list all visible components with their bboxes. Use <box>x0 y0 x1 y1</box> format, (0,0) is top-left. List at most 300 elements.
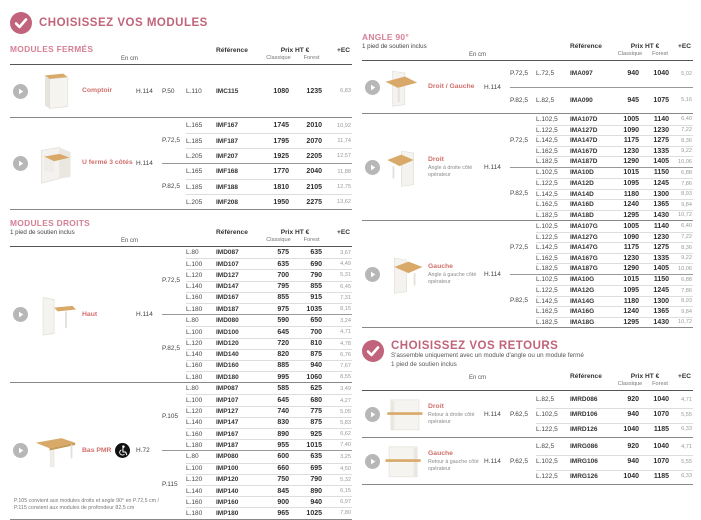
table-row <box>186 84 352 99</box>
product-row <box>362 391 693 438</box>
price-classique-cell: 940 <box>627 411 639 419</box>
eco-tax-cell: 10,06 <box>678 265 692 272</box>
price-forest-cell: 1185 <box>653 425 669 433</box>
price-forest-cell: 625 <box>310 385 322 393</box>
product-info <box>10 118 162 209</box>
price-forest-cell: 1070 <box>653 411 669 419</box>
eco-tax-cell: 7,80 <box>340 510 351 517</box>
table-modules-droits <box>10 218 352 520</box>
length-cell: L.102,5 <box>536 411 558 419</box>
product-name: Gauche <box>428 262 453 270</box>
price-forest-cell: 1150 <box>653 169 669 177</box>
price-forest-cell: 1070 <box>653 458 669 466</box>
price-forest-cell: 1405 <box>653 265 669 273</box>
retour-gauche-thumbnail <box>382 439 426 483</box>
eco-tax-cell: 5,32 <box>340 476 351 483</box>
table-angle-90 <box>362 32 693 328</box>
eco-tax-cell: 3,67 <box>340 249 351 256</box>
table-row <box>186 507 352 518</box>
table-row <box>186 383 352 394</box>
price-classique-cell: 1080 <box>273 87 289 95</box>
price-forest-cell: 2010 <box>306 122 322 129</box>
section-title: ANGLE 90° <box>362 32 410 42</box>
price-classique-cell: 1295 <box>623 211 639 219</box>
eco-tax-cell: 7,22 <box>681 127 692 134</box>
reference-cell: IMA167D <box>570 147 598 155</box>
length-cell: L.122,5 <box>536 233 558 241</box>
section-subtitle: 1 pied de soutien inclus <box>362 43 427 50</box>
reference-cell: IMA127D <box>570 126 598 134</box>
depth-group <box>510 87 693 114</box>
play-button[interactable] <box>10 307 30 322</box>
price-forest-cell: 855 <box>310 283 322 291</box>
reference-cell: IMA12G <box>570 287 595 295</box>
table-row <box>536 69 693 80</box>
play-button[interactable] <box>10 84 30 99</box>
depth-label: P.50 <box>162 87 175 95</box>
eco-tax-cell: 7,40 <box>340 442 351 449</box>
depth-label: P.115 <box>162 481 178 489</box>
reference-cell: IMD167 <box>216 294 239 302</box>
price-classique-cell: 1090 <box>623 233 639 241</box>
price-classique-cell: 1040 <box>623 472 639 480</box>
unit-label: En cm <box>120 238 138 244</box>
price-forest-cell: 2275 <box>306 198 322 206</box>
col-header-reference: Référence <box>216 228 248 236</box>
table-row <box>186 247 352 258</box>
column-headers <box>510 373 693 388</box>
table-header <box>362 32 693 61</box>
col-header-ec: +EC <box>677 42 691 50</box>
product-row <box>362 61 693 114</box>
table-row <box>186 148 352 163</box>
depth-group <box>510 221 693 274</box>
table-row <box>536 156 693 167</box>
length-cell: L.120 <box>186 476 203 484</box>
table-title-zone <box>362 32 510 58</box>
length-cell: L.122,5 <box>536 425 558 433</box>
eco-tax-cell: 5,55 <box>681 411 692 418</box>
left-tables-container <box>10 44 352 520</box>
table-row <box>186 338 352 349</box>
length-cell: L.122,5 <box>536 472 558 480</box>
table-row <box>186 164 352 179</box>
play-button[interactable] <box>10 156 30 171</box>
reference-cell: IMD160 <box>216 362 239 370</box>
checkmark-icon <box>362 340 384 362</box>
price-forest-cell: 695 <box>310 465 322 473</box>
unit-label: En cm <box>120 56 138 62</box>
eco-tax-cell: 4,71 <box>681 443 692 450</box>
col-header-price: Prix HT € <box>630 42 660 50</box>
length-cell: L.120 <box>186 340 203 348</box>
table-row <box>536 440 693 453</box>
price-classique-cell: 885 <box>277 362 289 370</box>
table-row <box>186 451 352 462</box>
col-header-classique: Classique <box>617 51 643 58</box>
reference-cell: IMD127 <box>216 271 239 279</box>
reference-cell: IMP180 <box>216 509 239 517</box>
banner-modules <box>10 12 352 34</box>
price-classique-cell: 940 <box>627 70 639 78</box>
price-classique-cell: 590 <box>277 317 289 325</box>
table-row <box>536 408 693 421</box>
table-row <box>536 125 693 136</box>
price-forest-cell: 650 <box>310 317 322 325</box>
table-row <box>536 455 693 468</box>
length-cell: L.142,5 <box>536 190 558 198</box>
price-forest-cell: 690 <box>310 260 322 268</box>
column-headers <box>510 32 693 58</box>
depth-label: P.82,5 <box>510 96 528 104</box>
table-title-zone <box>10 44 162 62</box>
table-row <box>186 360 352 371</box>
section-subtitle: 1 pied de soutien inclus <box>10 229 75 236</box>
table-row <box>536 296 693 307</box>
length-cell: L.205 <box>186 198 203 206</box>
height-label: H.114 <box>484 270 501 278</box>
table-row <box>536 317 693 328</box>
reference-cell: IMRG126 <box>570 472 598 480</box>
reference-cell: IMRG086 <box>570 443 598 451</box>
price-forest-cell: 1140 <box>653 222 669 230</box>
length-cell: L.165 <box>186 122 203 129</box>
table-header <box>362 373 693 391</box>
product-info <box>362 391 510 437</box>
play-button[interactable] <box>10 443 30 458</box>
col-header-reference: Référence <box>570 42 602 50</box>
col-header-classique: Classique <box>266 55 291 62</box>
price-classique-cell: 1240 <box>623 201 639 209</box>
eco-tax-cell: 8,93 <box>681 298 692 305</box>
table-row <box>186 406 352 417</box>
depth-group <box>510 274 693 328</box>
eco-tax-cell: 5,83 <box>340 419 351 426</box>
price-classique-cell: 1180 <box>623 297 639 305</box>
height-label: H.114 <box>136 311 153 319</box>
eco-tax-cell: 5,55 <box>681 458 692 465</box>
price-classique-cell: 720 <box>277 340 289 348</box>
length-cell: L.122,5 <box>536 287 558 295</box>
left-column <box>10 8 352 518</box>
column-headers <box>162 44 352 62</box>
price-forest-cell: 1235 <box>306 87 322 95</box>
eco-tax-cell: 4,71 <box>681 396 692 403</box>
reference-cell: IMRD106 <box>570 411 598 419</box>
reference-cell: IMP160 <box>216 498 239 506</box>
reference-cell: IMD180 <box>216 373 239 381</box>
price-classique-cell: 995 <box>277 373 289 381</box>
reference-cell: IMA097 <box>570 70 593 78</box>
length-cell: L.180 <box>186 509 203 517</box>
eco-tax-cell: 5,02 <box>681 70 692 77</box>
price-classique-cell: 740 <box>277 408 289 416</box>
product-description: Retour à gauche côté opérateur <box>428 459 479 472</box>
reference-cell: IMA187D <box>570 158 598 166</box>
table-row <box>186 485 352 496</box>
u-ferme-module-thumbnail <box>30 142 80 186</box>
reference-cell: IMA107D <box>570 115 598 123</box>
price-forest-cell: 1430 <box>653 211 669 219</box>
length-cell: L.80 <box>186 385 199 393</box>
price-classique-cell: 920 <box>627 443 639 451</box>
price-classique-cell: 845 <box>277 487 289 495</box>
price-classique-cell: 585 <box>277 385 289 393</box>
price-classique-cell: 1295 <box>623 318 639 326</box>
product-row <box>362 221 693 328</box>
height-label: H.114 <box>484 457 501 465</box>
eco-tax-cell: 10,92 <box>337 122 351 129</box>
product-row <box>10 65 352 118</box>
price-forest-cell: 680 <box>310 397 322 405</box>
eco-tax-cell: 6,88 <box>681 276 692 283</box>
price-forest-cell: 790 <box>310 476 322 484</box>
price-classique-cell: 975 <box>277 305 289 313</box>
wheelchair-icon <box>115 443 130 458</box>
unit-label: En cm <box>468 375 486 381</box>
table-row <box>186 439 352 450</box>
depth-group <box>162 247 352 314</box>
price-forest-cell: 2105 <box>306 183 322 191</box>
table-row <box>536 470 693 483</box>
banner-subtitle-2: 1 pied de soutien inclus <box>391 360 457 368</box>
price-forest-cell: 2040 <box>306 168 322 175</box>
length-cell: L.185 <box>186 183 203 191</box>
table-header <box>10 44 352 65</box>
table-row <box>536 275 693 286</box>
price-forest-cell: 1365 <box>653 308 669 316</box>
table-title-zone <box>10 218 162 244</box>
retours-table-container <box>362 373 693 485</box>
length-cell: L.165 <box>186 168 203 175</box>
price-forest-cell: 1275 <box>653 244 669 252</box>
banner-subtitle-1: S'assemble uniquement avec un module d'angle ou un module fermé <box>391 352 584 359</box>
price-classique-cell: 1810 <box>273 183 289 191</box>
product-name: U fermé 3 côtés <box>82 159 133 167</box>
length-cell: L.180 <box>186 373 203 381</box>
eco-tax-cell: 6,15 <box>340 488 351 495</box>
angle-gauche-thumbnail <box>382 252 426 296</box>
price-classique-cell: 600 <box>277 453 289 461</box>
reference-cell: IMA107G <box>570 222 598 230</box>
table-row <box>536 232 693 243</box>
table-row <box>186 371 352 382</box>
price-forest-cell: 1040 <box>653 396 669 404</box>
price-forest-cell: 810 <box>310 340 322 348</box>
price-forest-cell: 890 <box>310 487 322 495</box>
depth-group <box>162 314 352 382</box>
eco-tax-cell: 10,06 <box>678 158 692 165</box>
height-label: H.114 <box>136 87 153 95</box>
reference-cell: IMA14D <box>570 190 594 198</box>
table-row <box>536 393 693 406</box>
price-forest-cell: 925 <box>310 430 322 438</box>
reference-cell: IMRD126 <box>570 425 598 433</box>
product-name: Bas PMR <box>82 446 112 454</box>
reference-cell: IMD107 <box>216 260 239 268</box>
product-name: Gauche <box>428 450 453 458</box>
table-row <box>186 315 352 326</box>
reference-cell: IMF168 <box>216 168 239 175</box>
price-classique-cell: 900 <box>277 498 289 506</box>
price-forest-cell: 1140 <box>653 115 669 123</box>
length-cell: L.162,5 <box>536 147 558 155</box>
play-button[interactable] <box>362 160 382 175</box>
col-header-forest: Forest <box>652 381 668 388</box>
length-cell: L.180 <box>186 305 203 313</box>
length-cell: L.100 <box>186 397 203 405</box>
eco-tax-cell: 8,55 <box>340 374 351 381</box>
product-row <box>362 438 693 485</box>
length-cell: L.120 <box>186 271 203 279</box>
price-classique-cell: 1175 <box>623 244 639 252</box>
length-cell: L.140 <box>186 487 203 495</box>
table-modules-fermes <box>10 44 352 210</box>
eco-tax-cell: 6,45 <box>340 283 351 290</box>
price-forest-cell: 940 <box>310 362 322 370</box>
length-cell: L.100 <box>186 328 203 336</box>
reference-cell: IMA10D <box>570 169 594 177</box>
play-button[interactable] <box>362 454 382 469</box>
table-row <box>186 269 352 280</box>
price-classique-cell: 1005 <box>623 222 639 230</box>
table-row <box>536 135 693 146</box>
col-header-forest: Forest <box>303 237 320 244</box>
product-info <box>362 114 510 220</box>
eco-tax-cell: 11,88 <box>337 168 351 175</box>
product-row <box>362 114 693 221</box>
length-cell: L.160 <box>186 294 203 302</box>
price-classique-cell: 645 <box>277 328 289 336</box>
price-classique-cell: 1290 <box>623 265 639 273</box>
eco-tax-cell: 5,31 <box>340 272 351 279</box>
eco-tax-cell: 11,74 <box>337 138 351 144</box>
price-classique-cell: 1230 <box>623 147 639 155</box>
play-button[interactable] <box>362 407 382 422</box>
eco-tax-cell: 6,83 <box>340 88 351 94</box>
length-cell: L.142,5 <box>536 244 558 252</box>
length-cell: L.142,5 <box>536 137 558 145</box>
price-classique-cell: 1005 <box>623 115 639 123</box>
product-name: Droit <box>428 403 444 411</box>
table-row <box>186 118 352 133</box>
reference-cell: IMF207 <box>216 152 239 160</box>
eco-tax-cell: 7,22 <box>681 234 692 241</box>
eco-tax-cell: 9,22 <box>681 255 692 262</box>
comptoir-module-thumbnail <box>30 69 80 113</box>
table-row <box>186 474 352 485</box>
length-cell: L.82,5 <box>536 96 555 104</box>
banner-retours-text <box>391 340 584 369</box>
product-row <box>10 247 352 383</box>
table-row <box>186 417 352 428</box>
price-classique-cell: 1770 <box>273 168 289 175</box>
eco-tax-cell: 6,33 <box>681 473 692 480</box>
depth-group <box>510 114 693 167</box>
length-cell: L.205 <box>186 152 203 160</box>
reference-cell: IMD087 <box>216 249 239 257</box>
price-classique-cell: 890 <box>277 430 289 438</box>
table-row <box>186 258 352 269</box>
length-cell: L.182,5 <box>536 265 558 273</box>
price-classique-cell: 1095 <box>623 287 639 295</box>
length-cell: L.162,5 <box>536 308 558 316</box>
length-cell: L.72,5 <box>536 70 555 78</box>
depth-label: P.62,5 <box>510 457 528 465</box>
eco-tax-cell: 3,49 <box>340 385 351 392</box>
price-classique-cell: 660 <box>277 465 289 473</box>
depth-group <box>510 61 693 87</box>
column-headers <box>162 218 352 244</box>
table-row <box>186 292 352 303</box>
eco-tax-cell: 4,49 <box>340 261 351 268</box>
price-forest-cell: 635 <box>310 453 322 461</box>
right-column <box>362 8 693 518</box>
eco-tax-cell: 8,15 <box>340 306 351 313</box>
depth-label: P.82,5 <box>510 297 528 305</box>
product-info <box>10 247 162 382</box>
price-forest-cell: 1430 <box>653 318 669 326</box>
price-classique-cell: 1015 <box>623 276 639 284</box>
length-cell: L.100 <box>186 260 203 268</box>
price-classique-cell: 1240 <box>623 308 639 316</box>
price-classique-cell: 1175 <box>623 137 639 145</box>
reference-cell: IMA12D <box>570 180 594 188</box>
eco-tax-cell: 9,84 <box>681 201 692 208</box>
banner-retours <box>362 340 693 369</box>
eco-tax-cell: 10,72 <box>678 212 692 219</box>
col-header-price: Prix HT € <box>630 373 660 380</box>
reference-cell: IMA127G <box>570 233 598 241</box>
table-row <box>536 210 693 221</box>
reference-cell: IMA187G <box>570 265 598 273</box>
product-name: Haut <box>82 310 98 318</box>
height-label: H.114 <box>484 163 501 171</box>
product-name: Droit <box>428 155 444 163</box>
price-forest-cell: 1025 <box>306 509 322 517</box>
product-name: Droit / Gauche <box>428 82 475 90</box>
length-cell: L.82,5 <box>536 396 555 404</box>
play-button[interactable] <box>362 267 382 282</box>
price-forest-cell: 1405 <box>653 158 669 166</box>
price-classique-cell: 855 <box>277 294 289 302</box>
depth-label: P.82,5 <box>162 183 180 190</box>
banner-title-modules: CHOISISSEZ VOS MODULES <box>39 17 208 29</box>
price-classique-cell: 645 <box>277 397 289 405</box>
depth-label: P.72,5 <box>510 70 528 78</box>
price-forest-cell: 1335 <box>653 147 669 155</box>
length-cell: L.102,5 <box>536 222 558 230</box>
price-classique-cell: 1095 <box>623 180 639 188</box>
table-row <box>536 95 693 106</box>
reference-cell: IMP087 <box>216 385 239 393</box>
product-row <box>10 118 352 210</box>
depth-label: P.82,5 <box>510 190 528 198</box>
table-row <box>186 303 352 314</box>
reference-cell: IMF187 <box>216 137 239 145</box>
play-button[interactable] <box>362 80 382 95</box>
price-classique-cell: 750 <box>277 476 289 484</box>
col-header-reference: Référence <box>216 46 248 54</box>
price-forest-cell: 1230 <box>653 126 669 134</box>
eco-tax-cell: 12,75 <box>337 184 351 190</box>
price-classique-cell: 945 <box>627 96 639 104</box>
length-cell: L.102,5 <box>536 458 558 466</box>
length-cell: L.182,5 <box>536 211 558 219</box>
length-cell: L.102,5 <box>536 115 558 123</box>
eco-tax-cell: 8,36 <box>681 244 692 251</box>
banner-title-retours: CHOISISSEZ VOS RETOURS <box>391 340 559 352</box>
